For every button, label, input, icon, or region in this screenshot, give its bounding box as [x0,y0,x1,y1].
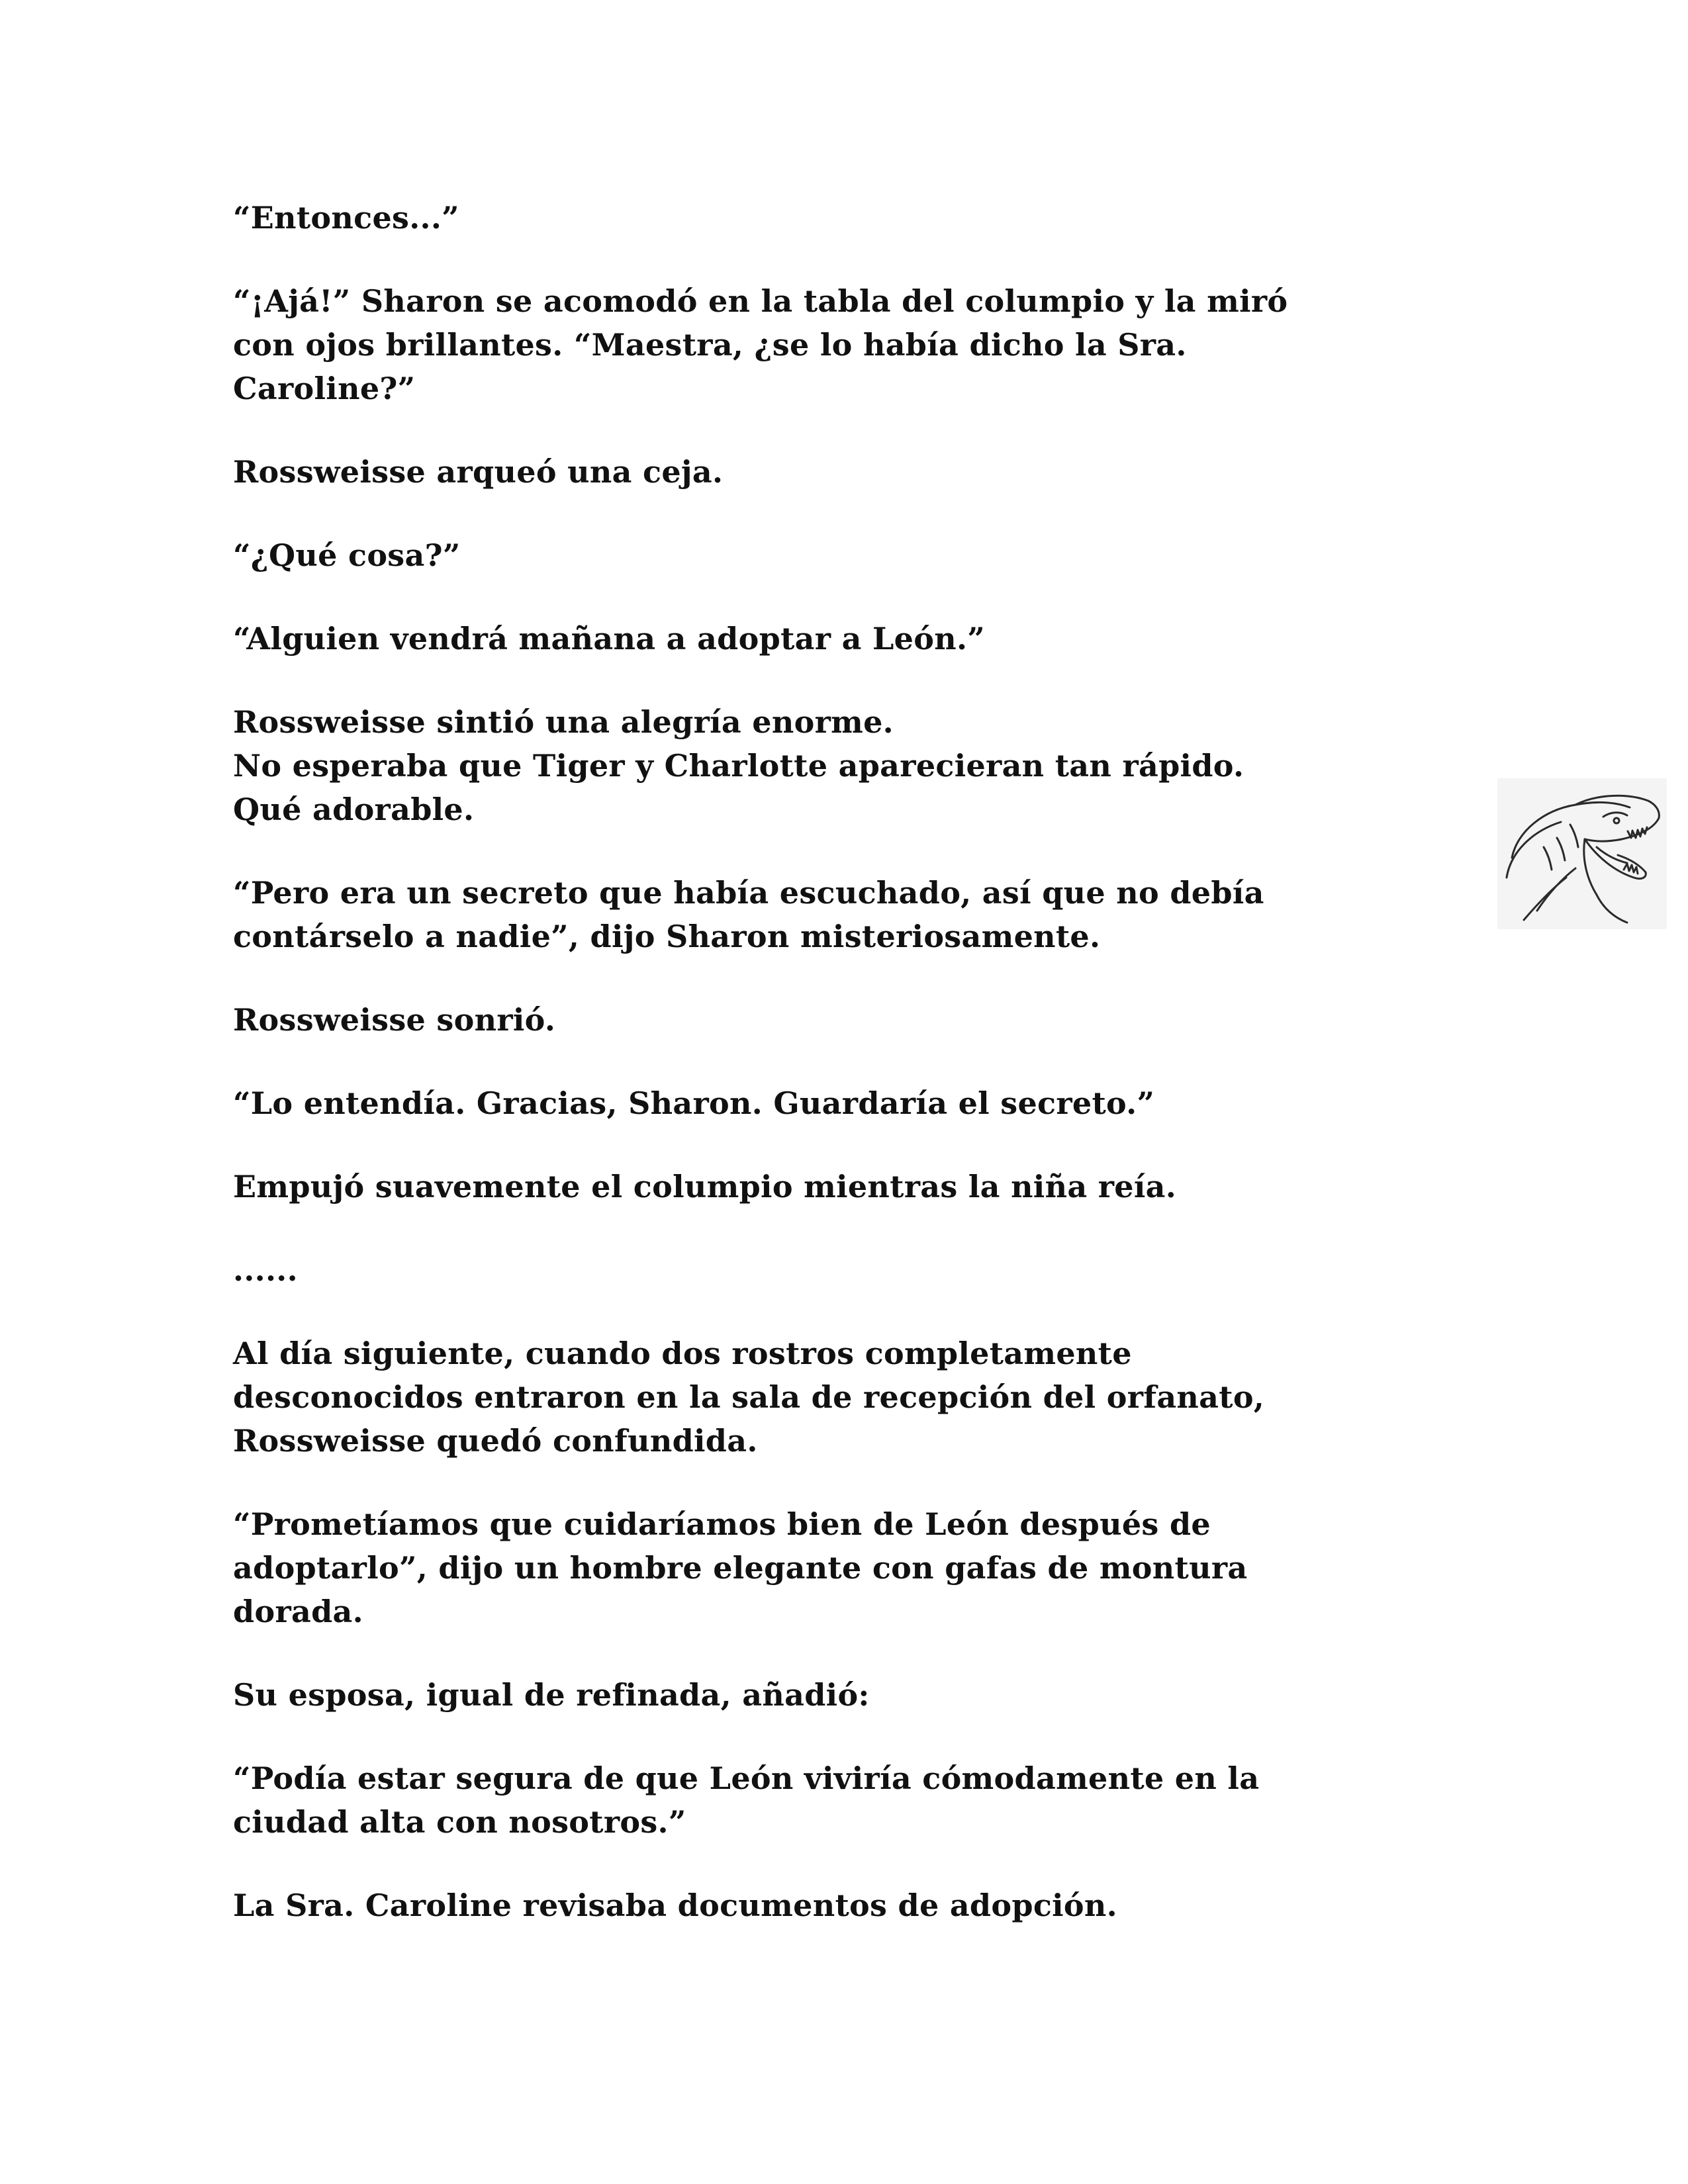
text-line: Rossweisse sintió una alegría enorme. [233,704,894,740]
paragraph [233,1673,1477,1717]
text-line: ciudad alta con nosotros.” [233,1804,686,1840]
text-line: dorada. [233,1594,363,1629]
text-line: Qué adorable. [233,792,475,827]
text-line: Su esposa, igual de refinada, añadió: [233,1677,870,1713]
text-line: con ojos brillantes. “Maestra, ¿se lo había dicho la Sra. [233,327,1187,363]
text-line: Empujó suavemente el columpio mientras la niña reía. [233,1169,1177,1205]
paragraph [233,617,1477,660]
paragraph [233,700,1477,831]
text-line: “Prometíamos que cuidaríamos bien de León después de [233,1506,1211,1542]
text-line: Rossweisse quedó confundida. [233,1423,758,1459]
paragraph [233,279,1477,410]
text-line: “Alguien vendrá mañana a adoptar a León.” [233,621,986,657]
text-line: Caroline?” [233,371,416,406]
paragraph [233,1332,1477,1463]
text-line: “Lo entendía. Gracias, Sharon. Guardaría el secreto.” [233,1085,1155,1121]
text-line: adoptarlo”, dijo un hombre elegante con gafas de montura [233,1550,1248,1586]
text-line: “¡Ajá!” Sharon se acomodó en la tabla del columpio y la miró [233,283,1288,319]
text-line: “¿Qué cosa?” [233,537,461,573]
text-line: ...... [233,1252,298,1288]
paragraph [233,1756,1477,1844]
story-text [233,196,1477,1967]
text-line: Rossweisse arqueó una ceja. [233,454,724,490]
paragraph [233,1165,1477,1208]
paragraph [233,1502,1477,1633]
paragraph [233,450,1477,494]
text-line: “Podía estar segura de que León viviría cómodamente en la [233,1760,1260,1796]
paragraph [233,196,1477,240]
text-line: Rossweisse sonrió. [233,1002,556,1038]
text-line: No esperaba que Tiger y Charlotte aparecieran tan rápido. [233,748,1244,784]
paragraph [233,871,1477,958]
text-line: “Entonces...” [233,200,459,236]
scene-break [233,1248,1477,1292]
dinosaur-head-sketch-icon [1497,778,1667,929]
paragraph [233,1884,1477,1927]
paragraph [233,533,1477,577]
paragraph [233,998,1477,1042]
text-line: desconocidos entraron en la sala de recepción del orfanato, [233,1379,1265,1415]
text-line: Al día siguiente, cuando dos rostros completamente [233,1336,1132,1371]
text-line: La Sra. Caroline revisaba documentos de adopción. [233,1888,1117,1923]
paragraph [233,1081,1477,1125]
text-line: “Pero era un secreto que había escuchado, así que no debía [233,875,1264,911]
text-line: contárselo a nadie”, dijo Sharon misteriosamente. [233,919,1101,954]
